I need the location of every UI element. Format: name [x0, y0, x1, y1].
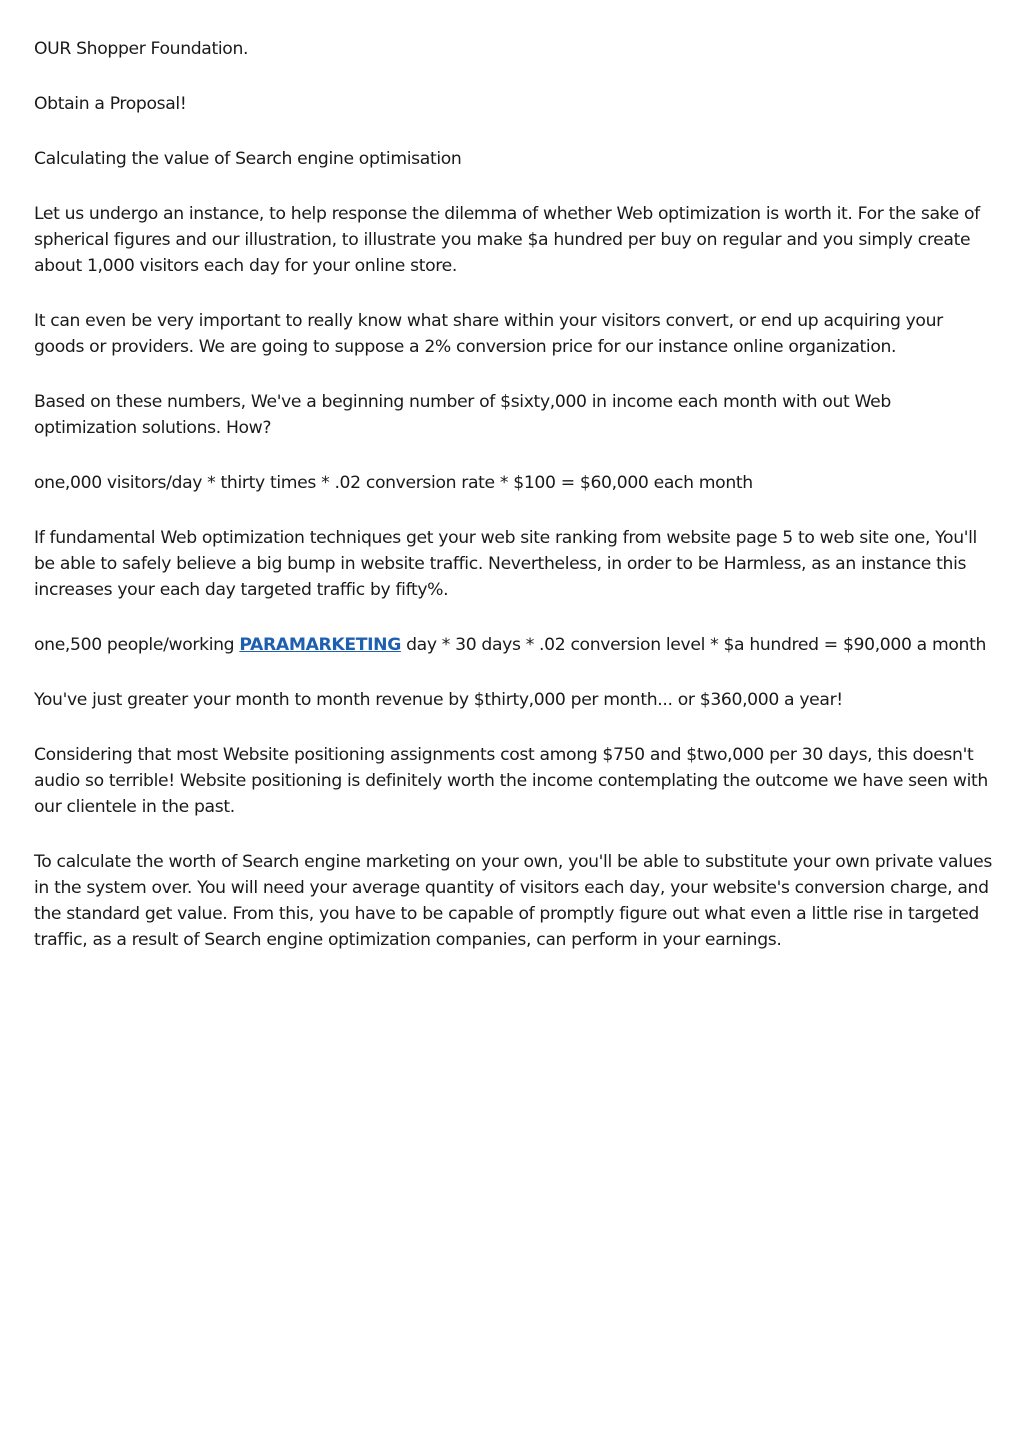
- paragraph-example-intro: Let us undergo an instance, to help response the dilemma of whether Web optimization is worth it. For the sake of spherical figures and our illustration, to illustrate you make $a hundred per buy on regular and you simply create about 1,000 visitors each day for your online store.: [34, 204, 980, 276]
- paragraph-ranking-bump: If fundamental Web optimization techniques get your web site ranking from website page 5 to web site one, You'll be able to safely believe a big bump in website traffic. Nevertheless, in order to be Harmless, as an instance this increases your each day targeted traffic by fifty%.: [34, 528, 977, 600]
- paragraph-baseline-income: Based on these numbers, We've a beginning number of $sixty,000 in income each month with out Web optimization solutions. How?: [34, 392, 891, 438]
- paragraph-improved-formula: [34, 632, 992, 658]
- paragraph-cost-comparison: Considering that most Website positioning assignments cost among $750 and $two,000 per 30 days, this doesn't audio so terrible! Website positioning is definitely worth the income contemplating the outcome we have seen with our clientele in the past.: [34, 745, 988, 817]
- formula-text-before: one,500 people/working: [34, 635, 240, 655]
- paragraph-heading-value: Calculating the value of Search engine optimisation: [34, 149, 462, 169]
- paragraph-baseline-formula: one,000 visitors/day * thirty times * .02 conversion rate * $100 = $60,000 each month: [34, 473, 753, 493]
- document-body: [34, 36, 992, 982]
- paragraph-calculate-yourself: To calculate the worth of Search engine marketing on your own, you'll be able to substitute your own private values in the system over. You will need your average quantity of visitors each day, your website's conversion charge, and the standard get value. From this, you have to be capable of promptly figure out what even a little rise in targeted traffic, as a result of Search engine optimization companies, can perform in your earnings.: [34, 852, 992, 950]
- paragraph-conversion: It can even be very important to really know what share within your visitors convert, or end up acquiring your goods or providers. We are going to suppose a 2% conversion price for our instance online organization.: [34, 311, 943, 357]
- paragraph-revenue-increase: You've just greater your month to month revenue by $thirty,000 per month... or $360,000 a year!: [34, 690, 843, 710]
- paragraph-customer-foundation: OUR Shopper Foundation.: [34, 39, 249, 59]
- paramarketing-link[interactable]: PARAMARKETING: [239, 635, 401, 655]
- formula-text-after: day * 30 days * .02 conversion level * $a hundred = $90,000 a month: [400, 635, 987, 655]
- paragraph-get-proposal: Obtain a Proposal!: [34, 94, 187, 114]
